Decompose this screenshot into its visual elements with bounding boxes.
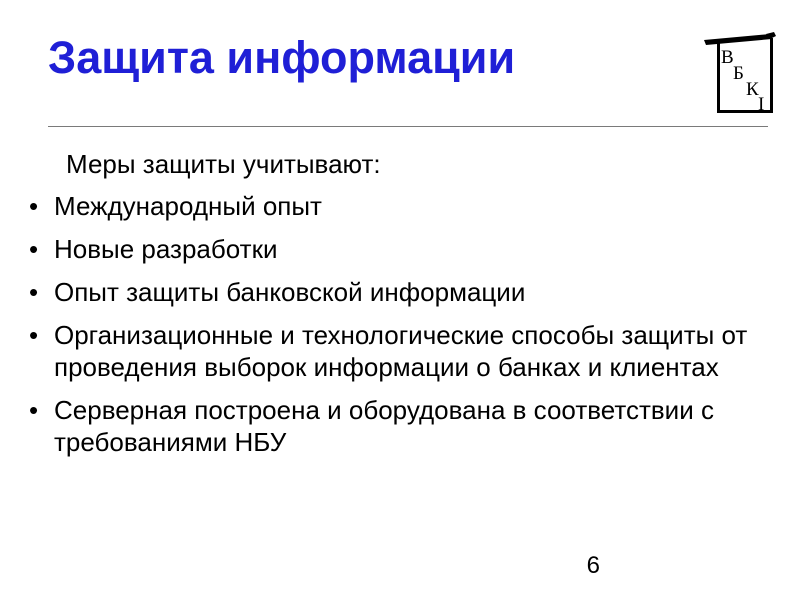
bullet-text: Международный опыт <box>54 191 322 221</box>
bullet-item <box>16 233 776 265</box>
logo-letter-1: В <box>721 47 734 68</box>
bullet-item <box>16 190 776 222</box>
bullet-text: Организационные и технологические способы защиты от проведения выборок информации о банках и клиентах <box>54 320 748 382</box>
slide-body <box>16 148 776 469</box>
bullet-marker: • <box>29 191 39 221</box>
logo-letter-3: К <box>746 79 759 100</box>
bank-logo <box>700 30 778 116</box>
page-number: 6 <box>586 552 600 579</box>
bullet-item <box>16 394 776 458</box>
logo-letter-2: Б <box>733 63 744 84</box>
title-divider <box>48 126 768 127</box>
bullet-text: Новые разработки <box>54 234 278 264</box>
bullet-marker: • <box>29 395 39 425</box>
slide-title: Защита информации <box>48 32 516 83</box>
bullet-list <box>16 190 776 458</box>
bullet-marker: • <box>29 234 39 264</box>
bullet-text: Опыт защиты банковской информации <box>54 277 526 307</box>
bullet-marker: • <box>29 277 39 307</box>
bullet-item <box>16 319 776 383</box>
bullet-marker: • <box>29 320 39 350</box>
bullet-text: Серверная построена и оборудована в соответствии с требованиями НБУ <box>54 395 714 457</box>
bullet-item <box>16 276 776 308</box>
logo-letter-4: І <box>758 94 765 115</box>
intro-text: Меры защиты учитывают: <box>66 149 381 179</box>
